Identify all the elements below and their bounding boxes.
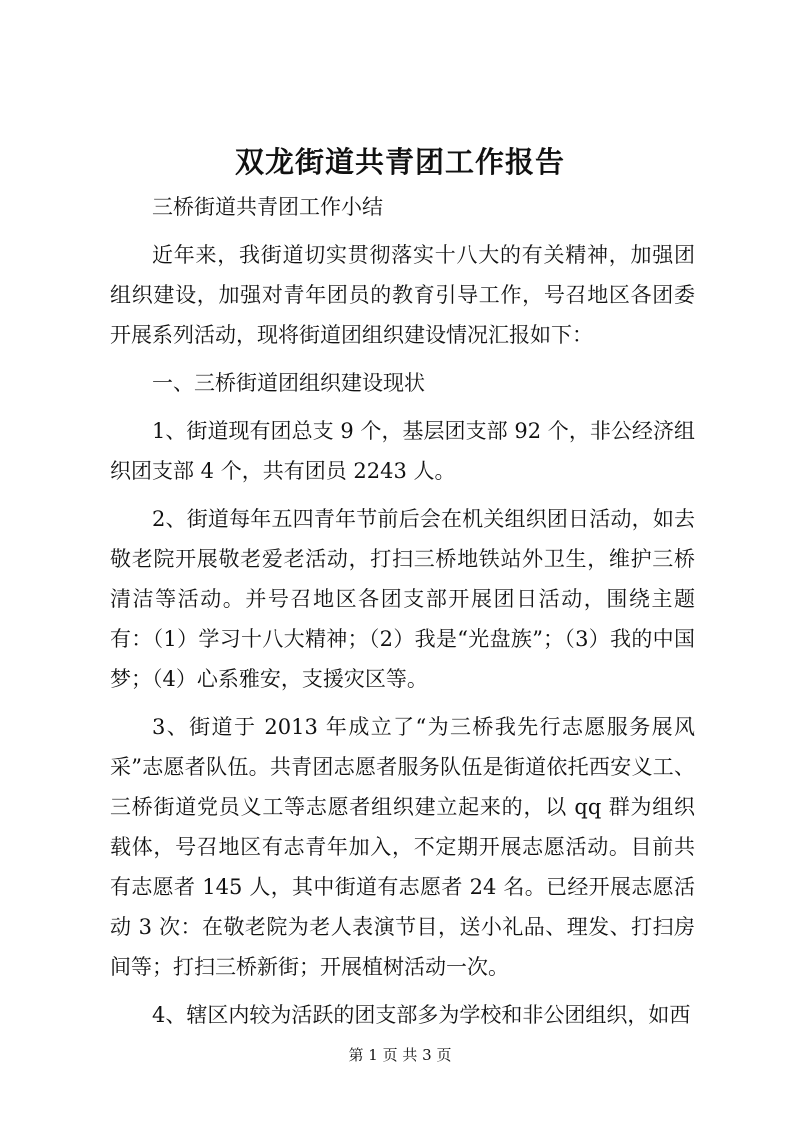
paragraph-3: 3、街道于 2013 年成立了“为三桥我先行志愿服务展风采”志愿者队伍。共青团志愿者服务队伍是街道依托西安义工、三桥街道党员义工等志愿者组织建立起来的，以 qq 群为组织载体，号召地区有志青年加入，不定期开展志愿活动。目前共有志愿者 145 人，其中街道有志愿者 24 名。已经开展志愿活动 3 次：在敬老院为老人表演节目，送小礼品、理发、打扫房间等；打扫三桥新街；开展植树活动一次。 — [110, 715, 695, 979]
intro-paragraph: 近年来，我街道切实贯彻落实十八大的有关精神，加强团组织建设，加强对青年团员的教育引导工作，号召地区各团委开展系列活动，现将街道团组织建设情况汇报如下： — [110, 243, 695, 347]
document-body — [110, 187, 695, 1043]
document-title: 双龙街道共青团工作报告 — [234, 145, 565, 179]
paragraph-1: 1、街道现有团总支 9 个，基层团支部 92 个，非公经济组织团支部 4 个，共有团员 2243 人。 — [110, 419, 695, 483]
section-heading: 一、三桥街道团组织建设现状 — [152, 371, 425, 395]
page-footer: 第 1 页 共 3 页 — [348, 1046, 452, 1064]
subtitle-paragraph: 三桥街道共青团工作小结 — [152, 195, 383, 219]
paragraph-4: 4、辖区内较为活跃的团支部多为学校和非公团组织，如西 — [152, 1003, 691, 1027]
paragraph-2: 2、街道每年五四青年节前后会在机关组织团日活动，如去敬老院开展敬老爱老活动，打扫三桥地铁站外卫生，维护三桥清洁等活动。并号召地区各团支部开展团日活动，围绕主题有：（1）学习十八大精神；（2）我是“光盘族”；（3）我的中国梦；（4）心系雅安，支援灾区等。 — [110, 507, 695, 691]
